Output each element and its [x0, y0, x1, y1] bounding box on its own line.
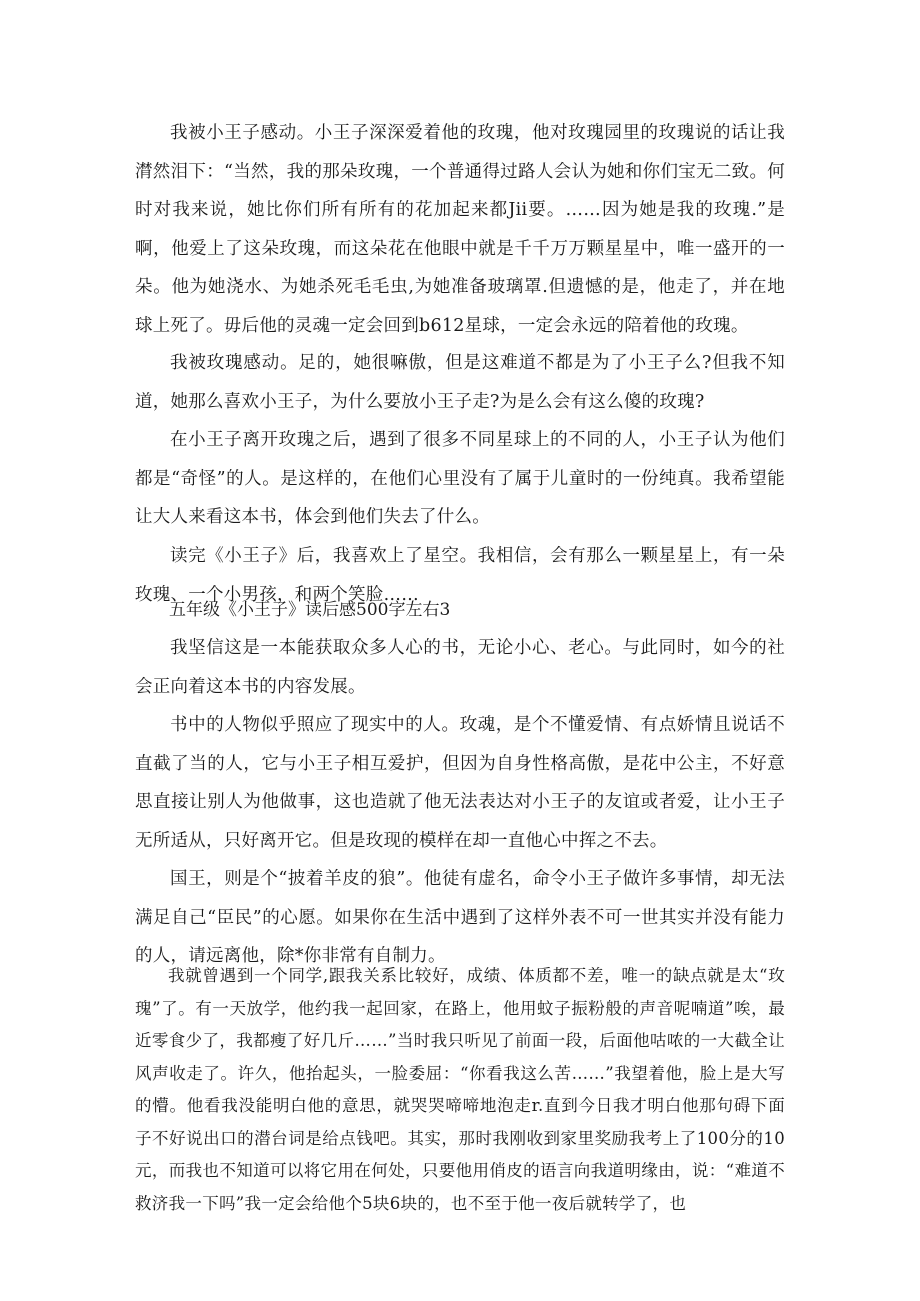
paragraph-rose-moved: 我被小王子感动。小王子深深爱着他的玫瑰，他对玫瑰园里的玫瑰说的话让我潸然泪下：“当然，我的那朵玫瑰，一个普通得过路人会认为她和你们宝无二致。何时对我来说，她比你们所有所有的花加起来都Jii要。……因为她是我的玫瑰.”是啊，他爱上了这朵玫瑰，而这朵花在他眼中就是千千万万颗星星中，唯一盛开的一朵。他为她浇水、为她杀死毛毛虫,为她准备玻璃罩.但遗憾的是，他走了，并在地球上死了。毋后他的灵魂一定会回到b612星球，一定会永远的陪着他的玫瑰。	[135, 123, 785, 336]
section-heading: 五年级《小王子》读后感500字左右3	[169, 600, 451, 620]
paragraph-strange-people: 在小王子离开玫瑰之后，遇到了很多不同星球上的不同的人，小王子认为他们都是“奇怪”的人。是这样的，在他们心里没有了属于儿童时的一份纯真。我希望能让大人来看这本书，体会到他们失去了什么。	[135, 430, 785, 527]
paragraph-starry-sky: 读完《小王子》后，我喜欢上了星空。我相信，会有那么一颗星星上，有一朵玫瑰、一个小男孩，和两个笑脸……	[135, 546, 785, 605]
paragraph-book-belief: 我坚信这是一本能获取众多人心的书，无论小心、老心。与此同时，如今的社会正向着这本书的内容发展。	[135, 638, 785, 697]
paragraph-characters: 书中的人物似乎照应了现实中的人。玫魂，是个不懂爱情、有点娇情且说话不直截了当的人，它与小王子相互爱护，但因为自身性格高傲，是花中公主，不好意思直接让别人为他做事，这也造就了他无法表达对小王子的友谊或者爱，让小王子无所适从，只好离开它。但是玫现的模样在却一直他心中挥之不去。	[135, 715, 785, 851]
paragraph-classmate: 我就曾遇到一个同学,跟我关系比较好，成绩、体质都不差，唯一的缺点就是太“玫瑰”了。有一天放学，他约我一起回家，在路上，他用蚊子振粉般的声音呢喃道”唉，最近零食少了，我都瘦了好几斤……”当时我只听见了前面一段，后面他咕哝的一大截全让风声收走了。许久，他抬起头，一脸委屈：“你看我这么苦……”我望着他，脸上是大写的懵。他看我没能明白他的意思，就哭哭啼啼地泡走r.直到今日我才明白他那句碍下面子不好说出口的潜台词是给点钱吧。其实，那时我刚收到家里奖励我考上了100分的10元，而我也不知道可以将它用在何处，只要他用俏皮的语言向我道明缘由，说：“难道不救济我一下吗”我一定会给他个5块6块的，也不至于他一夜后就转学了，也	[135, 966, 785, 1213]
paragraph-king: 国王，则是个“披着羊皮的狼”。他徒有虚名，命令小王子做许多事情，却无法满足自己“臣民”的心愿。如果你在生活中遇到了这样外表不可一世其实并没有能力的人，请远离他，除*你非常有自制力。	[135, 869, 785, 966]
paragraph-rose-proud: 我被玫瑰感动。足的，她很嘛傲，但是这难道不都是为了小王子么?但我不知道，她那么喜欢小王子，为什么要放小王子走?为是么会有这么傻的玫瑰?	[135, 353, 785, 412]
